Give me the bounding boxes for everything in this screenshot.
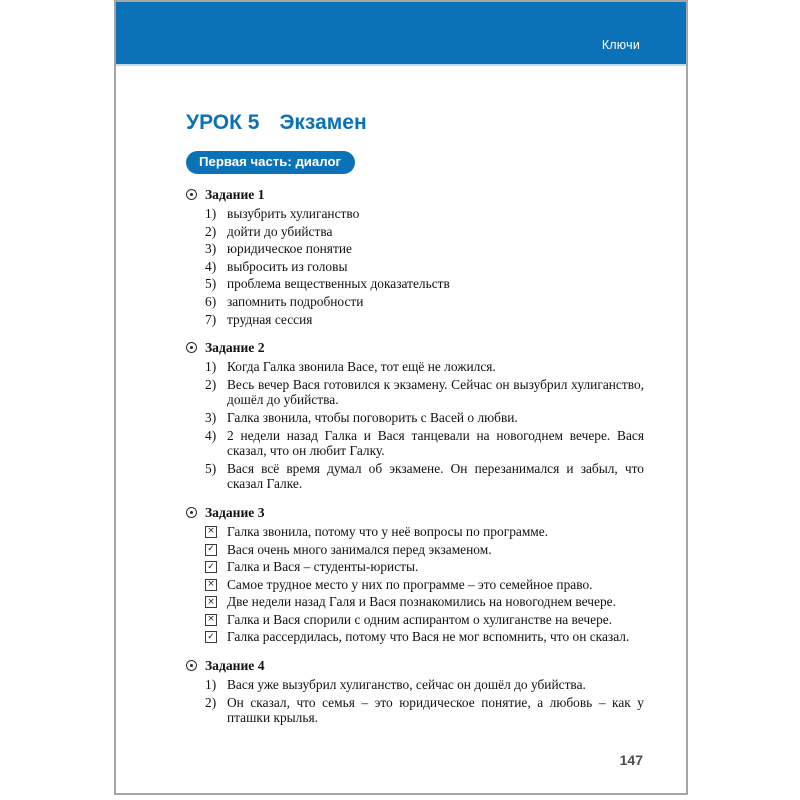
- item-number: 4): [205, 258, 217, 274]
- task-item: [186, 241, 644, 257]
- task-heading-label: Задание 2: [205, 340, 265, 356]
- section-badge: Первая часть: диалог: [186, 151, 355, 174]
- task-bullet-icon: [186, 189, 197, 200]
- item-number: 2): [205, 376, 217, 392]
- task-item: [186, 312, 644, 328]
- item-text: вызубрить хулиганство: [227, 206, 360, 221]
- item-number: 3): [205, 241, 217, 257]
- task-item: [186, 359, 644, 375]
- item-number: 1): [205, 359, 217, 375]
- checkbox-check-icon: ✓: [205, 544, 217, 556]
- item-text: Галка и Вася спорили с одним аспирантом о хулиганстве на вечере.: [227, 611, 613, 627]
- item-number: 2): [205, 694, 217, 710]
- item-text: Две недели назад Галя и Вася познакомились на новогоднем вечере.: [227, 594, 616, 610]
- task-heading: [186, 339, 644, 356]
- item-text: 2 недели назад Галка и Вася танцевали на новогоднем вечере. Вася сказал, что он любит Галку.: [227, 427, 644, 459]
- task-section: [186, 339, 644, 492]
- task-item: [186, 461, 644, 492]
- task-heading-label: Задание 3: [205, 504, 265, 520]
- item-text: Галка и Вася – студенты-юристы.: [227, 559, 419, 575]
- task-item: [186, 224, 644, 240]
- task-item: [186, 542, 644, 558]
- item-text: выбросить из головы: [227, 258, 348, 274]
- page-content: [116, 111, 686, 726]
- item-number: 3): [205, 409, 217, 425]
- lesson-title: [186, 111, 644, 135]
- task-item: [186, 677, 644, 693]
- item-text: Галка звонила, чтобы поговорить с Васей о любви.: [227, 409, 518, 425]
- tasks-container: [186, 186, 644, 726]
- checkbox-check-icon: ✓: [205, 561, 217, 573]
- checkbox-x-icon: ×: [205, 579, 217, 591]
- task-heading: [186, 186, 644, 203]
- item-number: 2): [205, 223, 217, 239]
- task-item: [186, 259, 644, 275]
- item-text: трудная сессия: [227, 311, 313, 327]
- item-text: Галка звонила, потому что у неё вопросы по программе.: [227, 523, 549, 539]
- checkbox-check-icon: ✓: [205, 631, 217, 643]
- header-label: Ключи: [601, 38, 640, 52]
- task-item: [186, 206, 644, 222]
- task-heading-label: Задание 4: [205, 658, 265, 674]
- task-item: [186, 377, 644, 408]
- task-bullet-icon: [186, 507, 197, 518]
- item-number: 7): [205, 311, 217, 327]
- item-text: Весь вечер Вася готовился к экзамену. Сейчас он вызубрил хулиганство, дошёл до убийства.: [227, 376, 644, 408]
- item-text: Галка рассердилась, потому что Вася не мог вспомнить, что он сказал.: [227, 629, 630, 645]
- task-section: [186, 504, 644, 645]
- item-number: 6): [205, 293, 217, 309]
- item-text: Вася всё время думал об экзамене. Он перезанимался и забыл, что сказал Галке.: [227, 460, 644, 492]
- item-text: Когда Галка звонила Васе, тот ещё не ложился.: [227, 359, 496, 375]
- task-heading: [186, 657, 644, 674]
- task-heading-label: Задание 1: [205, 187, 265, 202]
- item-text: проблема вещественных доказательств: [227, 276, 450, 292]
- task-item: [186, 524, 644, 540]
- item-number: 4): [205, 427, 217, 443]
- task-item: [186, 276, 644, 292]
- item-number: 5): [205, 276, 217, 292]
- item-text: Самое трудное место у них по программе – это семейное право.: [227, 576, 593, 592]
- task-item: [186, 410, 644, 426]
- lesson-name: Экзамен: [279, 111, 367, 134]
- checkbox-x-icon: ×: [205, 614, 217, 626]
- task-item: [186, 594, 644, 610]
- page-header-bar: [116, 2, 686, 66]
- item-text: юридическое понятие: [227, 241, 352, 257]
- task-item: [186, 577, 644, 593]
- lesson-number: УРОК 5: [186, 111, 260, 134]
- task-bullet-icon: [186, 342, 197, 353]
- task-item: [186, 629, 644, 645]
- item-text: дойти до убийства: [227, 223, 333, 239]
- item-number: 5): [205, 460, 217, 476]
- item-number: 1): [205, 206, 217, 221]
- item-text: Вася уже вызубрил хулиганство, сейчас он дошёл до убийства.: [227, 677, 586, 693]
- task-heading: [186, 504, 644, 521]
- item-text: запомнить подробности: [227, 293, 364, 309]
- item-number: 1): [205, 677, 217, 693]
- task-item: [186, 612, 644, 628]
- item-text: Он сказал, что семья – это юридическое понятие, а любовь – как у пташки крылья.: [227, 694, 644, 726]
- book-page: [114, 0, 688, 795]
- task-item: [186, 695, 644, 726]
- checkbox-x-icon: ×: [205, 596, 217, 608]
- task-item: [186, 294, 644, 310]
- item-text: Вася очень много занимался перед экзаменом.: [227, 541, 492, 557]
- checkbox-x-icon: ×: [205, 526, 217, 538]
- task-section: [186, 657, 644, 726]
- task-section: [186, 186, 644, 327]
- task-item: [186, 559, 644, 575]
- task-bullet-icon: [186, 660, 197, 671]
- page-number: 147: [619, 752, 643, 768]
- task-item: [186, 428, 644, 459]
